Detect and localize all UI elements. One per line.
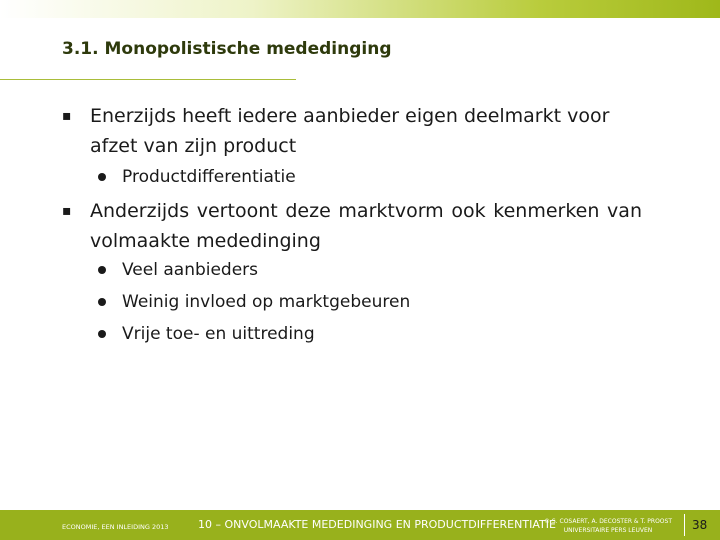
sub-bullet-2-1 [98, 259, 598, 281]
page-number: 38 [692, 518, 708, 532]
header-gradient-band [0, 0, 720, 18]
footer-chapter-title: 10 – ONVOLMAAKTE MEDEDINGING EN PRODUCTDIFFERENTIATIE [198, 518, 556, 531]
bullet-2-text: Anderzijds vertoont deze marktvorm ook kenmerken van volmaakte mededinging [90, 200, 642, 252]
square-bullet-icon: ▪ [62, 108, 72, 124]
footer-divider [684, 514, 685, 536]
square-bullet-icon: ▪ [62, 203, 72, 219]
footer-bar [0, 510, 720, 540]
bullet-2 [62, 196, 642, 256]
footer-publisher: UNIVERSITAIRE PERS LEUVEN [563, 527, 653, 534]
title-underline [0, 79, 296, 80]
footer-authors: © S. COSAERT, A. DECOSTER & T. PROOST [543, 518, 672, 525]
sub-bullet-text: Productdifferentiatie [122, 167, 296, 187]
round-bullet-icon [98, 173, 106, 181]
sub-bullet-1-1 [98, 166, 598, 188]
round-bullet-icon [98, 266, 106, 274]
bullet-1 [62, 101, 642, 161]
slide-title: 3.1. Monopolistische mededinging [62, 39, 392, 59]
sub-bullet-2-2 [98, 291, 598, 313]
sub-bullet-text: Weinig invloed op marktgebeuren [122, 292, 411, 312]
bullet-1-text: Enerzijds heeft iedere aanbieder eigen deelmarkt voor afzet van zijn product [90, 105, 610, 157]
sub-bullet-text: Vrije toe- en uittreding [122, 324, 315, 344]
footer-copyright [538, 517, 678, 535]
round-bullet-icon [98, 330, 106, 338]
sub-bullet-text: Veel aanbieders [122, 260, 259, 280]
footer-course-title: ECONOMIE, EEN INLEIDING 2013 [62, 523, 169, 531]
round-bullet-icon [98, 298, 106, 306]
sub-bullet-2-3 [98, 323, 598, 345]
